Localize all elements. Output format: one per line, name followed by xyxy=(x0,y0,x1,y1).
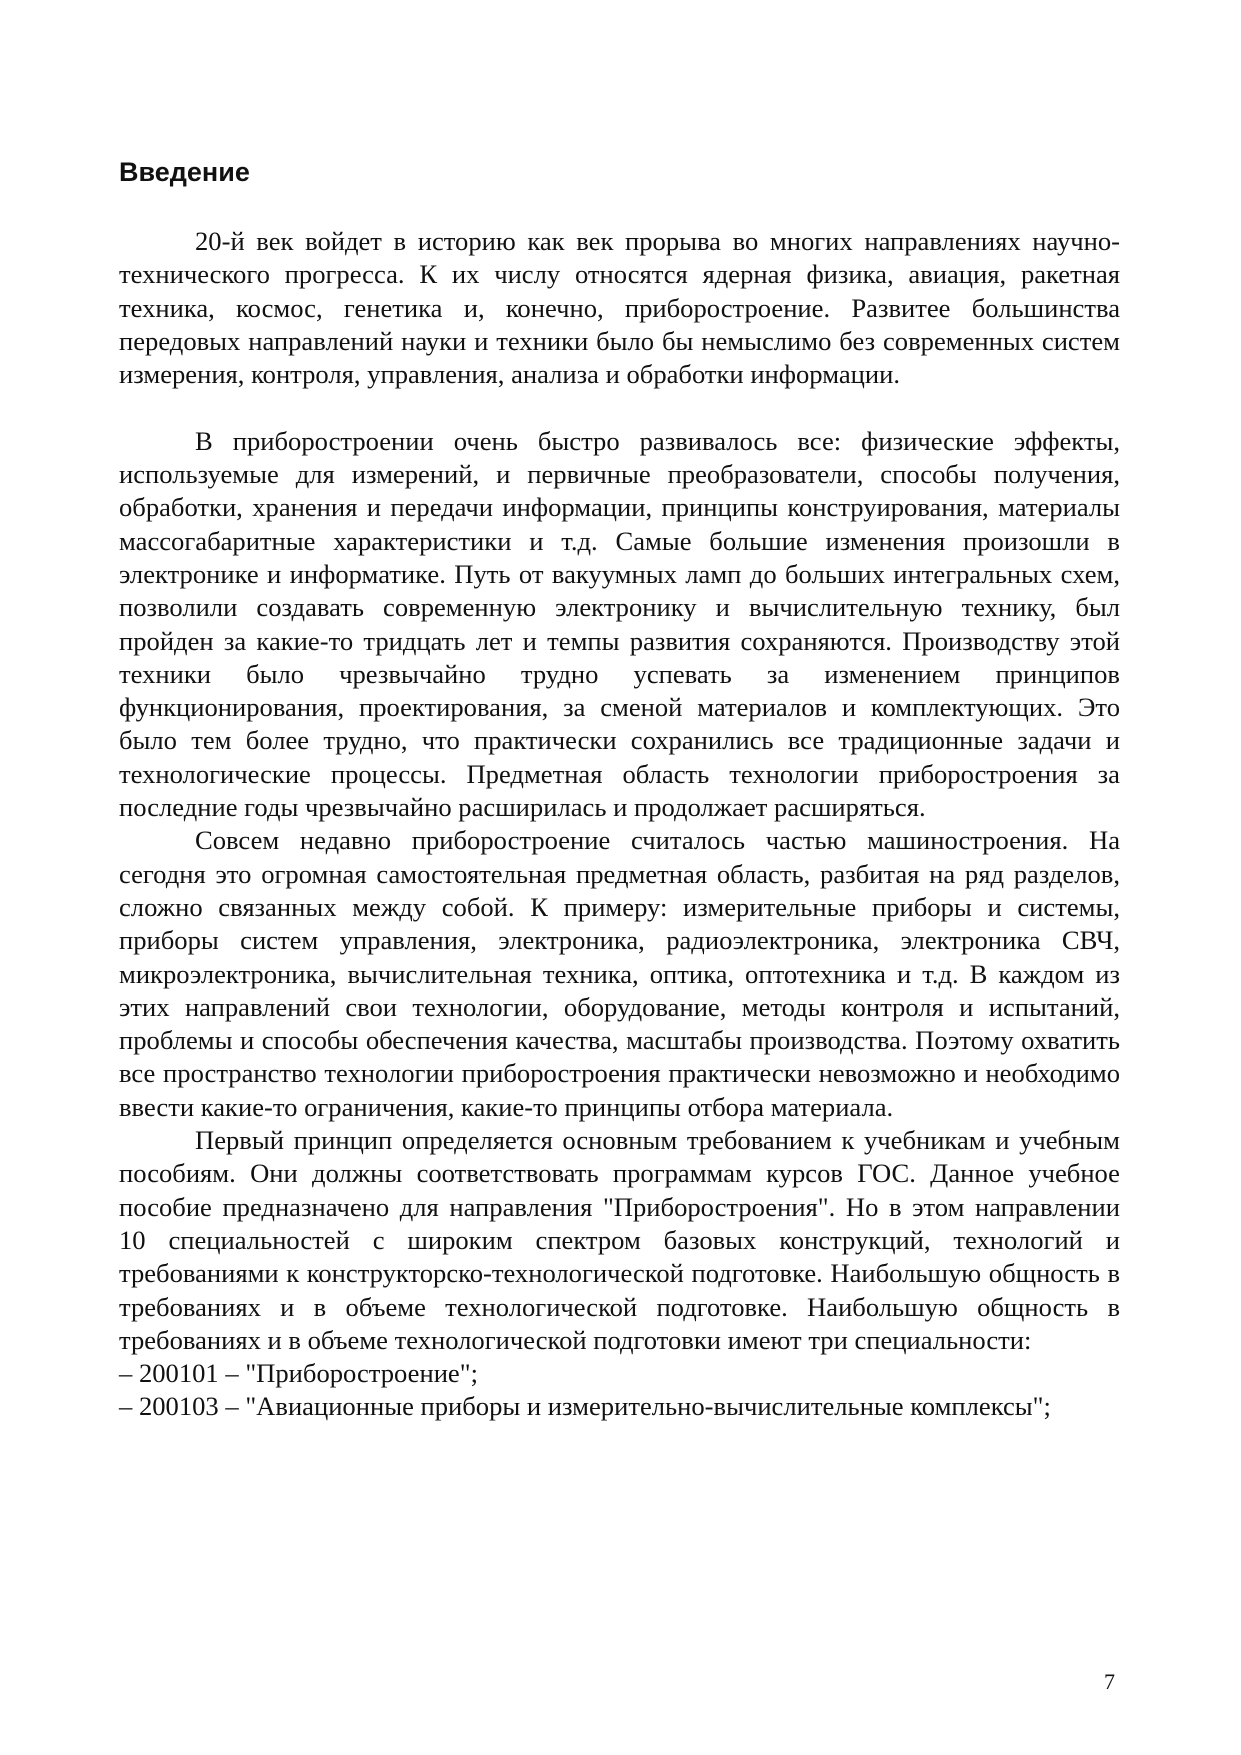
paragraph-instrument-development: В приборостроении очень быстро развивалось все: физические эффекты, используемые для измерений, и первичные преобразователи, способы получения, обработки, хранения и передачи информации, принципы конструирования, материалы массогабаритные характеристики и т.д. Самые большие изменения произошли в электронике и информатике. Путь от вакуумных ламп до больших интегральных схем, позволили создавать современную электронику и вычислительную технику, был пройден за какие-то тридцать лет и темпы развития сохраняются. Производству этой техники было чрезвычайно трудно успевать за изменением принципов функционирования, проектирования, за сменой материалов и комплектующих. Это было тем более трудно, что практически сохранились все традиционные задачи и технологические процессы. Предметная область технологии приборостроения за последние годы чрезвычайно расширилась и продолжает расширяться. xyxy=(119,425,1120,823)
list-item: – 200101 – "Приборостроение"; xyxy=(119,1358,478,1389)
section-heading: Введение xyxy=(119,157,250,187)
paragraph-intro: 20-й век войдет в историю как век прорыва во многих направлениях научно-технического прогресса. К их числу относятся ядерная физика, авиация, ракетная техника, космос, генетика и, конечно, приборостроение. Развитее большинства передовых направлений науки и техники было бы немыслимо без современных систем измерения, контроля, управления, анализа и обработки информации. xyxy=(119,226,1120,390)
list-item: – 200103 – "Авиационные приборы и измерительно-вычислительные комплексы"; xyxy=(119,1391,1051,1422)
page-number: 7 xyxy=(1104,1669,1115,1694)
body-text xyxy=(119,225,1120,1424)
paragraph-first-principle: Первый принцип определяется основным требованием к учебникам и учебным пособиям. Они должны соответствовать программам курсов ГОС. Данное учебное пособие предназначено для направления "Приборостроения". Но в этом направлении 10 специальностей с широким спектром базовых конструкций, технологий и требованиями к конструкторско-технологической подготовке. Наибольшую общность в требованиях и в объеме технологической подготовке. Наибольшую общность в требованиях и в объеме технологической подготовки имеют три специальности: xyxy=(119,1125,1120,1355)
paragraph-subject-area: Совсем недавно приборостроение считалось частью машиностроения. На сегодня это огромная самостоятельная предметная область, разбитая на ряд разделов, сложно связанных между собой. К примеру: измерительные приборы и системы, приборы систем управления, электроника, радиоэлектроника, электроника СВЧ, микроэлектроника, вычислительная техника, оптика, оптотехника и т.д. В каждом из этих направлений свои технологии, оборудование, методы контроля и испытаний, проблемы и способы обеспечения качества, масштабы производства. Поэтому охватить все пространство технологии приборостроения практически невозможно и необходимо ввести какие-то ограничения, какие-то принципы отбора материала. xyxy=(119,825,1120,1122)
